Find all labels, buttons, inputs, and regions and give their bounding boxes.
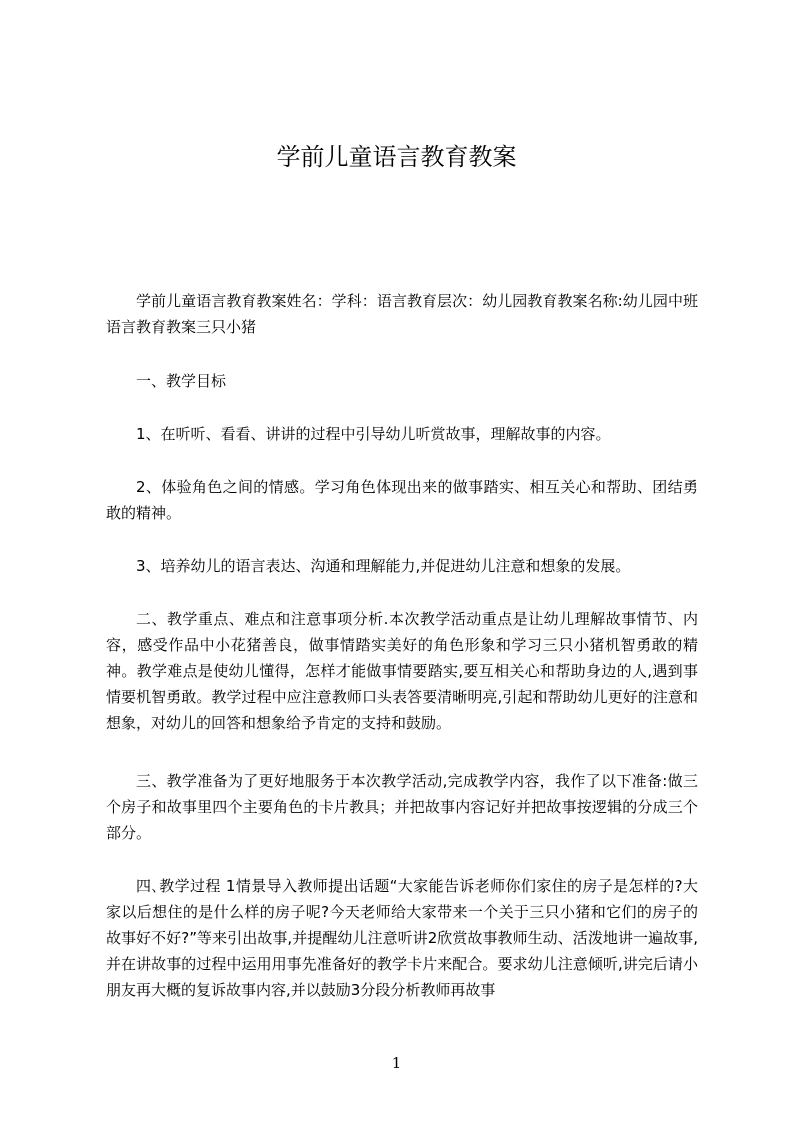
paragraph-goal-3: 3、培养幼儿的语言表达、沟通和理解能力,并促进幼儿注意和想象的发展。 [136,557,631,575]
document-title: 学前儿童语言教育教案 [276,143,517,171]
paragraph-process: 四､教学过程 1情景导入教师提出话题“大家能告诉老师你们家住的房子是怎样的?大家以后想住的是什么样的房子呢?今天老师给大家带来一个关于三只小猪和它们的房子的故事好不好?”等来引出故事,并提醒幼儿注意听讲2欣赏故事教师生动、活泼地讲一遍故事,并在讲故事的过程中运用用事先准备好的教学卡片来配合。要求幼儿注意倾听,讲完后请小朋友再大概的复诉故事内容,并以鼓励3分段分析教师再故事 [106,877,698,999]
paragraph-intro: 学前儿童语言教育教案姓名：学科：语言教育层次：幼儿园教育教案名称:幼儿园中班语言教育教案三只小猪 [106,292,698,336]
heading-teaching-goals: 一、教学目标 [136,372,227,390]
paragraph-preparation: 三、教学准备为了更好地服务于本次教学活动,完成教学内容，我作了以下准备:做三个房子和故事里四个主要角色的卡片教具；并把故事内容记好并把故事按逻辑的分成三个部分。 [106,772,698,842]
page-number: 1 [391,1054,402,1072]
paragraph-goal-2: 2、体验角色之间的情感。学习角色体现出来的做事踏实、相互关心和帮助、团结勇敢的精神。 [106,478,698,522]
paragraph-goal-1: 1、在听听、看看、讲讲的过程中引导幼儿听赏故事，理解故事的内容。 [136,425,611,443]
paragraph-key-points: 二、教学重点、难点和注意事项分析.本次教学活动重点是让幼儿理解故事情节、内容，感受作品中小花猪善良，做事情踏实美好的角色形象和学习三只小猪机智勇敢的精神。教学难点是使幼儿懂得，怎样才能做事情要踏实,要互相关心和帮助身边的人,遇到事情要机智勇敢。教学过程中应注意教师口头表答要清晰明亮,引起和帮助幼儿更好的注意和想象，对幼儿的回答和想象给予肯定的支持和鼓励。 [106,610,698,732]
